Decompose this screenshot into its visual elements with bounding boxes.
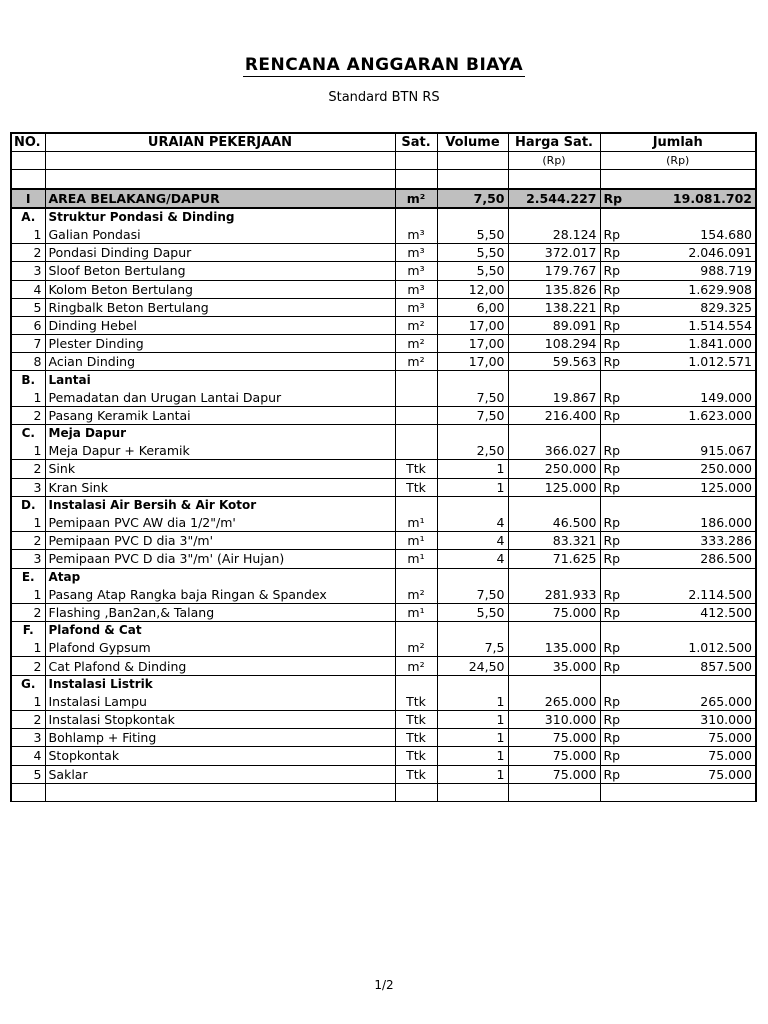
item-currency: Rp <box>600 280 634 298</box>
spacer-cell <box>600 170 756 189</box>
item-no: 1 <box>11 586 45 604</box>
item-unit-price: 135.000 <box>508 639 600 657</box>
item-currency: Rp <box>600 406 634 424</box>
section-empty-cell <box>508 568 600 586</box>
item-description: Acian Dinding <box>45 353 395 371</box>
item-currency: Rp <box>600 729 634 747</box>
item-unit-price: 125.000 <box>508 478 600 496</box>
item-unit-price: 75.000 <box>508 765 600 783</box>
item-description: Kran Sink <box>45 478 395 496</box>
units-row <box>11 152 756 170</box>
section-code: A. <box>11 208 45 226</box>
item-total: 75.000 <box>634 729 756 747</box>
item-currency: Rp <box>600 550 634 568</box>
item-description: Plafond Gypsum <box>45 639 395 657</box>
item-unit-price: 75.000 <box>508 729 600 747</box>
item-unit-price: 108.294 <box>508 335 600 353</box>
item-no: 2 <box>11 406 45 424</box>
spacer-cell <box>395 170 437 189</box>
section-empty-cell <box>395 496 437 514</box>
table-row <box>11 316 756 334</box>
section-empty-cell <box>600 371 756 389</box>
section-empty-cell <box>600 568 756 586</box>
item-description: Bohlamp + Fiting <box>45 729 395 747</box>
item-unit-price: 71.625 <box>508 550 600 568</box>
section-name: Struktur Pondasi & Dinding <box>45 208 395 226</box>
item-volume: 1 <box>437 711 508 729</box>
item-currency: Rp <box>600 478 634 496</box>
item-unit: m² <box>395 657 437 675</box>
item-unit: Ttk <box>395 765 437 783</box>
item-volume: 7,50 <box>437 389 508 407</box>
item-description: Pemadatan dan Urugan Lantai Dapur <box>45 389 395 407</box>
item-total: 1.629.908 <box>634 280 756 298</box>
area-volume: 7,50 <box>437 189 508 208</box>
item-volume: 7,5 <box>437 639 508 657</box>
table-row <box>11 244 756 262</box>
section-name: Lantai <box>45 371 395 389</box>
item-unit-price: 250.000 <box>508 460 600 478</box>
page-number: 1/2 <box>374 978 394 992</box>
budget-table <box>10 132 757 802</box>
section-empty-cell <box>508 371 600 389</box>
table-row <box>11 442 756 460</box>
item-unit: Ttk <box>395 478 437 496</box>
item-no: 6 <box>11 316 45 334</box>
item-volume: 1 <box>437 460 508 478</box>
item-volume: 1 <box>437 729 508 747</box>
section-empty-cell <box>508 208 600 226</box>
item-unit-price: 46.500 <box>508 514 600 532</box>
table-row <box>11 353 756 371</box>
item-description: Pasang Keramik Lantai <box>45 406 395 424</box>
item-unit-price: 75.000 <box>508 603 600 621</box>
section-name: Instalasi Air Bersih & Air Kotor <box>45 496 395 514</box>
item-currency: Rp <box>600 657 634 675</box>
item-unit: m³ <box>395 244 437 262</box>
section-header-row <box>11 675 756 693</box>
item-volume: 5,50 <box>437 603 508 621</box>
item-no: 2 <box>11 532 45 550</box>
item-total: 1.514.554 <box>634 316 756 334</box>
section-empty-cell <box>395 568 437 586</box>
item-currency: Rp <box>600 262 634 280</box>
item-description: Flashing ,Ban2an,& Talang <box>45 603 395 621</box>
item-total: 265.000 <box>634 693 756 711</box>
item-volume: 1 <box>437 478 508 496</box>
section-code: B. <box>11 371 45 389</box>
item-unit: m² <box>395 353 437 371</box>
section-empty-cell <box>600 208 756 226</box>
item-currency: Rp <box>600 514 634 532</box>
item-unit-price: 310.000 <box>508 711 600 729</box>
section-empty-cell <box>600 622 756 640</box>
item-no: 1 <box>11 639 45 657</box>
section-name: Plafond & Cat <box>45 622 395 640</box>
item-unit: m¹ <box>395 550 437 568</box>
item-currency: Rp <box>600 298 634 316</box>
item-unit: Ttk <box>395 711 437 729</box>
item-description: Galian Pondasi <box>45 226 395 244</box>
item-description: Pemipaan PVC D dia 3"/m' <box>45 532 395 550</box>
item-no: 2 <box>11 603 45 621</box>
item-total: 988.719 <box>634 262 756 280</box>
item-description: Pemipaan PVC AW dia 1/2"/m' <box>45 514 395 532</box>
header-volume: Volume <box>437 133 508 152</box>
section-name: Meja Dapur <box>45 425 395 443</box>
section-empty-cell <box>600 675 756 693</box>
item-description: Pasang Atap Rangka baja Ringan & Spandex <box>45 586 395 604</box>
table-row <box>11 262 756 280</box>
item-no: 5 <box>11 765 45 783</box>
table-row <box>11 729 756 747</box>
item-currency: Rp <box>600 353 634 371</box>
section-header-row <box>11 496 756 514</box>
item-currency: Rp <box>600 335 634 353</box>
item-unit-price: 19.867 <box>508 389 600 407</box>
header-description: URAIAN PEKERJAAN <box>45 133 395 152</box>
section-empty-cell <box>395 208 437 226</box>
item-total: 286.500 <box>634 550 756 568</box>
section-empty-cell <box>395 371 437 389</box>
item-volume: 12,00 <box>437 280 508 298</box>
item-volume: 1 <box>437 693 508 711</box>
section-empty-cell <box>437 675 508 693</box>
price-unit-label: (Rp) <box>508 152 600 170</box>
item-unit-price: 83.321 <box>508 532 600 550</box>
item-volume: 17,00 <box>437 353 508 371</box>
item-description: Meja Dapur + Keramik <box>45 442 395 460</box>
table-row <box>11 335 756 353</box>
item-total: 857.500 <box>634 657 756 675</box>
spacer-cell <box>437 170 508 189</box>
section-empty-cell <box>395 425 437 443</box>
item-no: 1 <box>11 514 45 532</box>
item-description: Plester Dinding <box>45 335 395 353</box>
units-cell-volume <box>437 152 508 170</box>
section-empty-cell <box>437 208 508 226</box>
area-no: I <box>11 189 45 208</box>
item-description: Sloof Beton Bertulang <box>45 262 395 280</box>
end-cell <box>395 783 437 801</box>
item-volume: 4 <box>437 532 508 550</box>
section-empty-cell <box>508 622 600 640</box>
item-no: 2 <box>11 711 45 729</box>
item-total: 75.000 <box>634 765 756 783</box>
item-no: 4 <box>11 280 45 298</box>
area-total: 19.081.702 <box>634 189 756 208</box>
area-row <box>11 189 756 208</box>
item-description: Ringbalk Beton Bertulang <box>45 298 395 316</box>
item-unit: Ttk <box>395 747 437 765</box>
section-empty-cell <box>395 622 437 640</box>
section-empty-cell <box>508 675 600 693</box>
item-description: Stopkontak <box>45 747 395 765</box>
units-cell-unit <box>395 152 437 170</box>
item-unit: Ttk <box>395 460 437 478</box>
item-volume: 5,50 <box>437 226 508 244</box>
table-row <box>11 639 756 657</box>
end-cell <box>11 783 45 801</box>
item-no: 2 <box>11 244 45 262</box>
item-volume: 24,50 <box>437 657 508 675</box>
table-row <box>11 657 756 675</box>
item-description: Sink <box>45 460 395 478</box>
item-total: 149.000 <box>634 389 756 407</box>
document-title <box>0 55 768 75</box>
section-code: F. <box>11 622 45 640</box>
item-total: 829.325 <box>634 298 756 316</box>
item-currency: Rp <box>600 693 634 711</box>
item-total: 154.680 <box>634 226 756 244</box>
item-no: 3 <box>11 478 45 496</box>
table-row <box>11 711 756 729</box>
item-total: 2.114.500 <box>634 586 756 604</box>
units-cell-no <box>11 152 45 170</box>
item-unit: m³ <box>395 226 437 244</box>
item-currency: Rp <box>600 765 634 783</box>
table-row <box>11 280 756 298</box>
spacer-cell <box>11 170 45 189</box>
item-no: 2 <box>11 657 45 675</box>
item-no: 3 <box>11 262 45 280</box>
item-unit-price: 366.027 <box>508 442 600 460</box>
item-total: 250.000 <box>634 460 756 478</box>
item-unit-price: 372.017 <box>508 244 600 262</box>
item-unit-price: 59.563 <box>508 353 600 371</box>
item-no: 8 <box>11 353 45 371</box>
table-row <box>11 693 756 711</box>
spacer-cell <box>45 170 395 189</box>
item-total: 1.012.571 <box>634 353 756 371</box>
item-no: 1 <box>11 389 45 407</box>
section-header-row <box>11 622 756 640</box>
section-empty-cell <box>600 496 756 514</box>
area-name: AREA BELAKANG/DAPUR <box>45 189 395 208</box>
section-code: D. <box>11 496 45 514</box>
item-total: 125.000 <box>634 478 756 496</box>
item-total: 2.046.091 <box>634 244 756 262</box>
item-no: 2 <box>11 460 45 478</box>
item-currency: Rp <box>600 603 634 621</box>
section-empty-cell <box>437 496 508 514</box>
table-row <box>11 478 756 496</box>
section-code: G. <box>11 675 45 693</box>
item-unit-price: 35.000 <box>508 657 600 675</box>
item-unit: m¹ <box>395 532 437 550</box>
item-unit: Ttk <box>395 693 437 711</box>
item-description: Pemipaan PVC D dia 3"/m' (Air Hujan) <box>45 550 395 568</box>
area-currency: Rp <box>600 189 634 208</box>
document-subtitle: Standard BTN RS <box>328 90 440 105</box>
end-cell <box>508 783 600 801</box>
section-empty-cell <box>508 496 600 514</box>
end-cell <box>600 783 756 801</box>
item-unit: m² <box>395 316 437 334</box>
item-currency: Rp <box>600 711 634 729</box>
end-cell <box>45 783 395 801</box>
section-empty-cell <box>437 425 508 443</box>
item-unit: m² <box>395 586 437 604</box>
item-volume: 17,00 <box>437 316 508 334</box>
item-unit: m² <box>395 639 437 657</box>
table-header-row <box>11 133 756 152</box>
item-total: 412.500 <box>634 603 756 621</box>
total-unit-label: (Rp) <box>600 152 756 170</box>
item-total: 310.000 <box>634 711 756 729</box>
item-unit-price: 28.124 <box>508 226 600 244</box>
item-unit: m² <box>395 335 437 353</box>
item-no: 3 <box>11 729 45 747</box>
end-cell <box>437 783 508 801</box>
item-no: 5 <box>11 298 45 316</box>
section-header-row <box>11 208 756 226</box>
header-no: NO. <box>11 133 45 152</box>
section-empty-cell <box>437 568 508 586</box>
item-total: 186.000 <box>634 514 756 532</box>
area-unit-price: 2.544.227 <box>508 189 600 208</box>
header-total: Jumlah <box>600 133 756 152</box>
item-volume: 17,00 <box>437 335 508 353</box>
item-volume: 5,50 <box>437 262 508 280</box>
item-unit-price: 75.000 <box>508 747 600 765</box>
section-empty-cell <box>508 425 600 443</box>
table-end-row <box>11 783 756 801</box>
item-volume: 7,50 <box>437 586 508 604</box>
item-currency: Rp <box>600 747 634 765</box>
item-no: 1 <box>11 226 45 244</box>
item-currency: Rp <box>600 639 634 657</box>
section-header-row <box>11 568 756 586</box>
item-no: 4 <box>11 747 45 765</box>
item-unit: m³ <box>395 280 437 298</box>
item-unit <box>395 406 437 424</box>
section-name: Atap <box>45 568 395 586</box>
table-row <box>11 389 756 407</box>
item-currency: Rp <box>600 244 634 262</box>
item-unit-price: 216.400 <box>508 406 600 424</box>
item-unit-price: 135.826 <box>508 280 600 298</box>
item-unit: Ttk <box>395 729 437 747</box>
section-header-row <box>11 425 756 443</box>
item-description: Instalasi Lampu <box>45 693 395 711</box>
section-code: E. <box>11 568 45 586</box>
item-total: 915.067 <box>634 442 756 460</box>
item-volume: 4 <box>437 550 508 568</box>
item-total: 1.841.000 <box>634 335 756 353</box>
spacer-cell <box>508 170 600 189</box>
item-unit: m¹ <box>395 603 437 621</box>
item-description: Kolom Beton Bertulang <box>45 280 395 298</box>
item-no: 1 <box>11 442 45 460</box>
table-row <box>11 298 756 316</box>
table-row <box>11 226 756 244</box>
section-name: Instalasi Listrik <box>45 675 395 693</box>
item-no: 1 <box>11 693 45 711</box>
item-total: 1.012.500 <box>634 639 756 657</box>
section-empty-cell <box>600 425 756 443</box>
table-row <box>11 514 756 532</box>
item-description: Cat Plafond & Dinding <box>45 657 395 675</box>
item-volume: 1 <box>437 765 508 783</box>
item-volume: 7,50 <box>437 406 508 424</box>
table-row <box>11 532 756 550</box>
item-currency: Rp <box>600 316 634 334</box>
item-currency: Rp <box>600 586 634 604</box>
item-currency: Rp <box>600 226 634 244</box>
item-unit: m³ <box>395 298 437 316</box>
item-unit: m¹ <box>395 514 437 532</box>
header-unit-price: Harga Sat. <box>508 133 600 152</box>
item-unit-price: 179.767 <box>508 262 600 280</box>
item-description: Dinding Hebel <box>45 316 395 334</box>
table-row <box>11 586 756 604</box>
item-unit-price: 281.933 <box>508 586 600 604</box>
item-currency: Rp <box>600 389 634 407</box>
item-currency: Rp <box>600 532 634 550</box>
table-row <box>11 550 756 568</box>
item-unit-price: 138.221 <box>508 298 600 316</box>
section-empty-cell <box>437 622 508 640</box>
item-volume: 5,50 <box>437 244 508 262</box>
item-unit: m³ <box>395 262 437 280</box>
item-description: Saklar <box>45 765 395 783</box>
header-unit: Sat. <box>395 133 437 152</box>
units-cell-desc <box>45 152 395 170</box>
table-row <box>11 765 756 783</box>
item-total: 1.623.000 <box>634 406 756 424</box>
item-currency: Rp <box>600 442 634 460</box>
table-row <box>11 460 756 478</box>
item-currency: Rp <box>600 460 634 478</box>
item-volume: 1 <box>437 747 508 765</box>
table-row <box>11 747 756 765</box>
area-unit: m² <box>395 189 437 208</box>
item-description: Pondasi Dinding Dapur <box>45 244 395 262</box>
item-unit <box>395 442 437 460</box>
item-total: 75.000 <box>634 747 756 765</box>
item-unit-price: 89.091 <box>508 316 600 334</box>
item-unit-price: 265.000 <box>508 693 600 711</box>
table-row <box>11 406 756 424</box>
section-code: C. <box>11 425 45 443</box>
section-header-row <box>11 371 756 389</box>
table-row <box>11 603 756 621</box>
item-volume: 2,50 <box>437 442 508 460</box>
item-total: 333.286 <box>634 532 756 550</box>
item-no: 3 <box>11 550 45 568</box>
item-volume: 6,00 <box>437 298 508 316</box>
spacer-row <box>11 170 756 189</box>
section-empty-cell <box>437 371 508 389</box>
document-title-text: RENCANA ANGGARAN BIAYA <box>244 55 524 75</box>
section-empty-cell <box>395 675 437 693</box>
item-description: Instalasi Stopkontak <box>45 711 395 729</box>
item-no: 7 <box>11 335 45 353</box>
item-volume: 4 <box>437 514 508 532</box>
item-unit <box>395 389 437 407</box>
